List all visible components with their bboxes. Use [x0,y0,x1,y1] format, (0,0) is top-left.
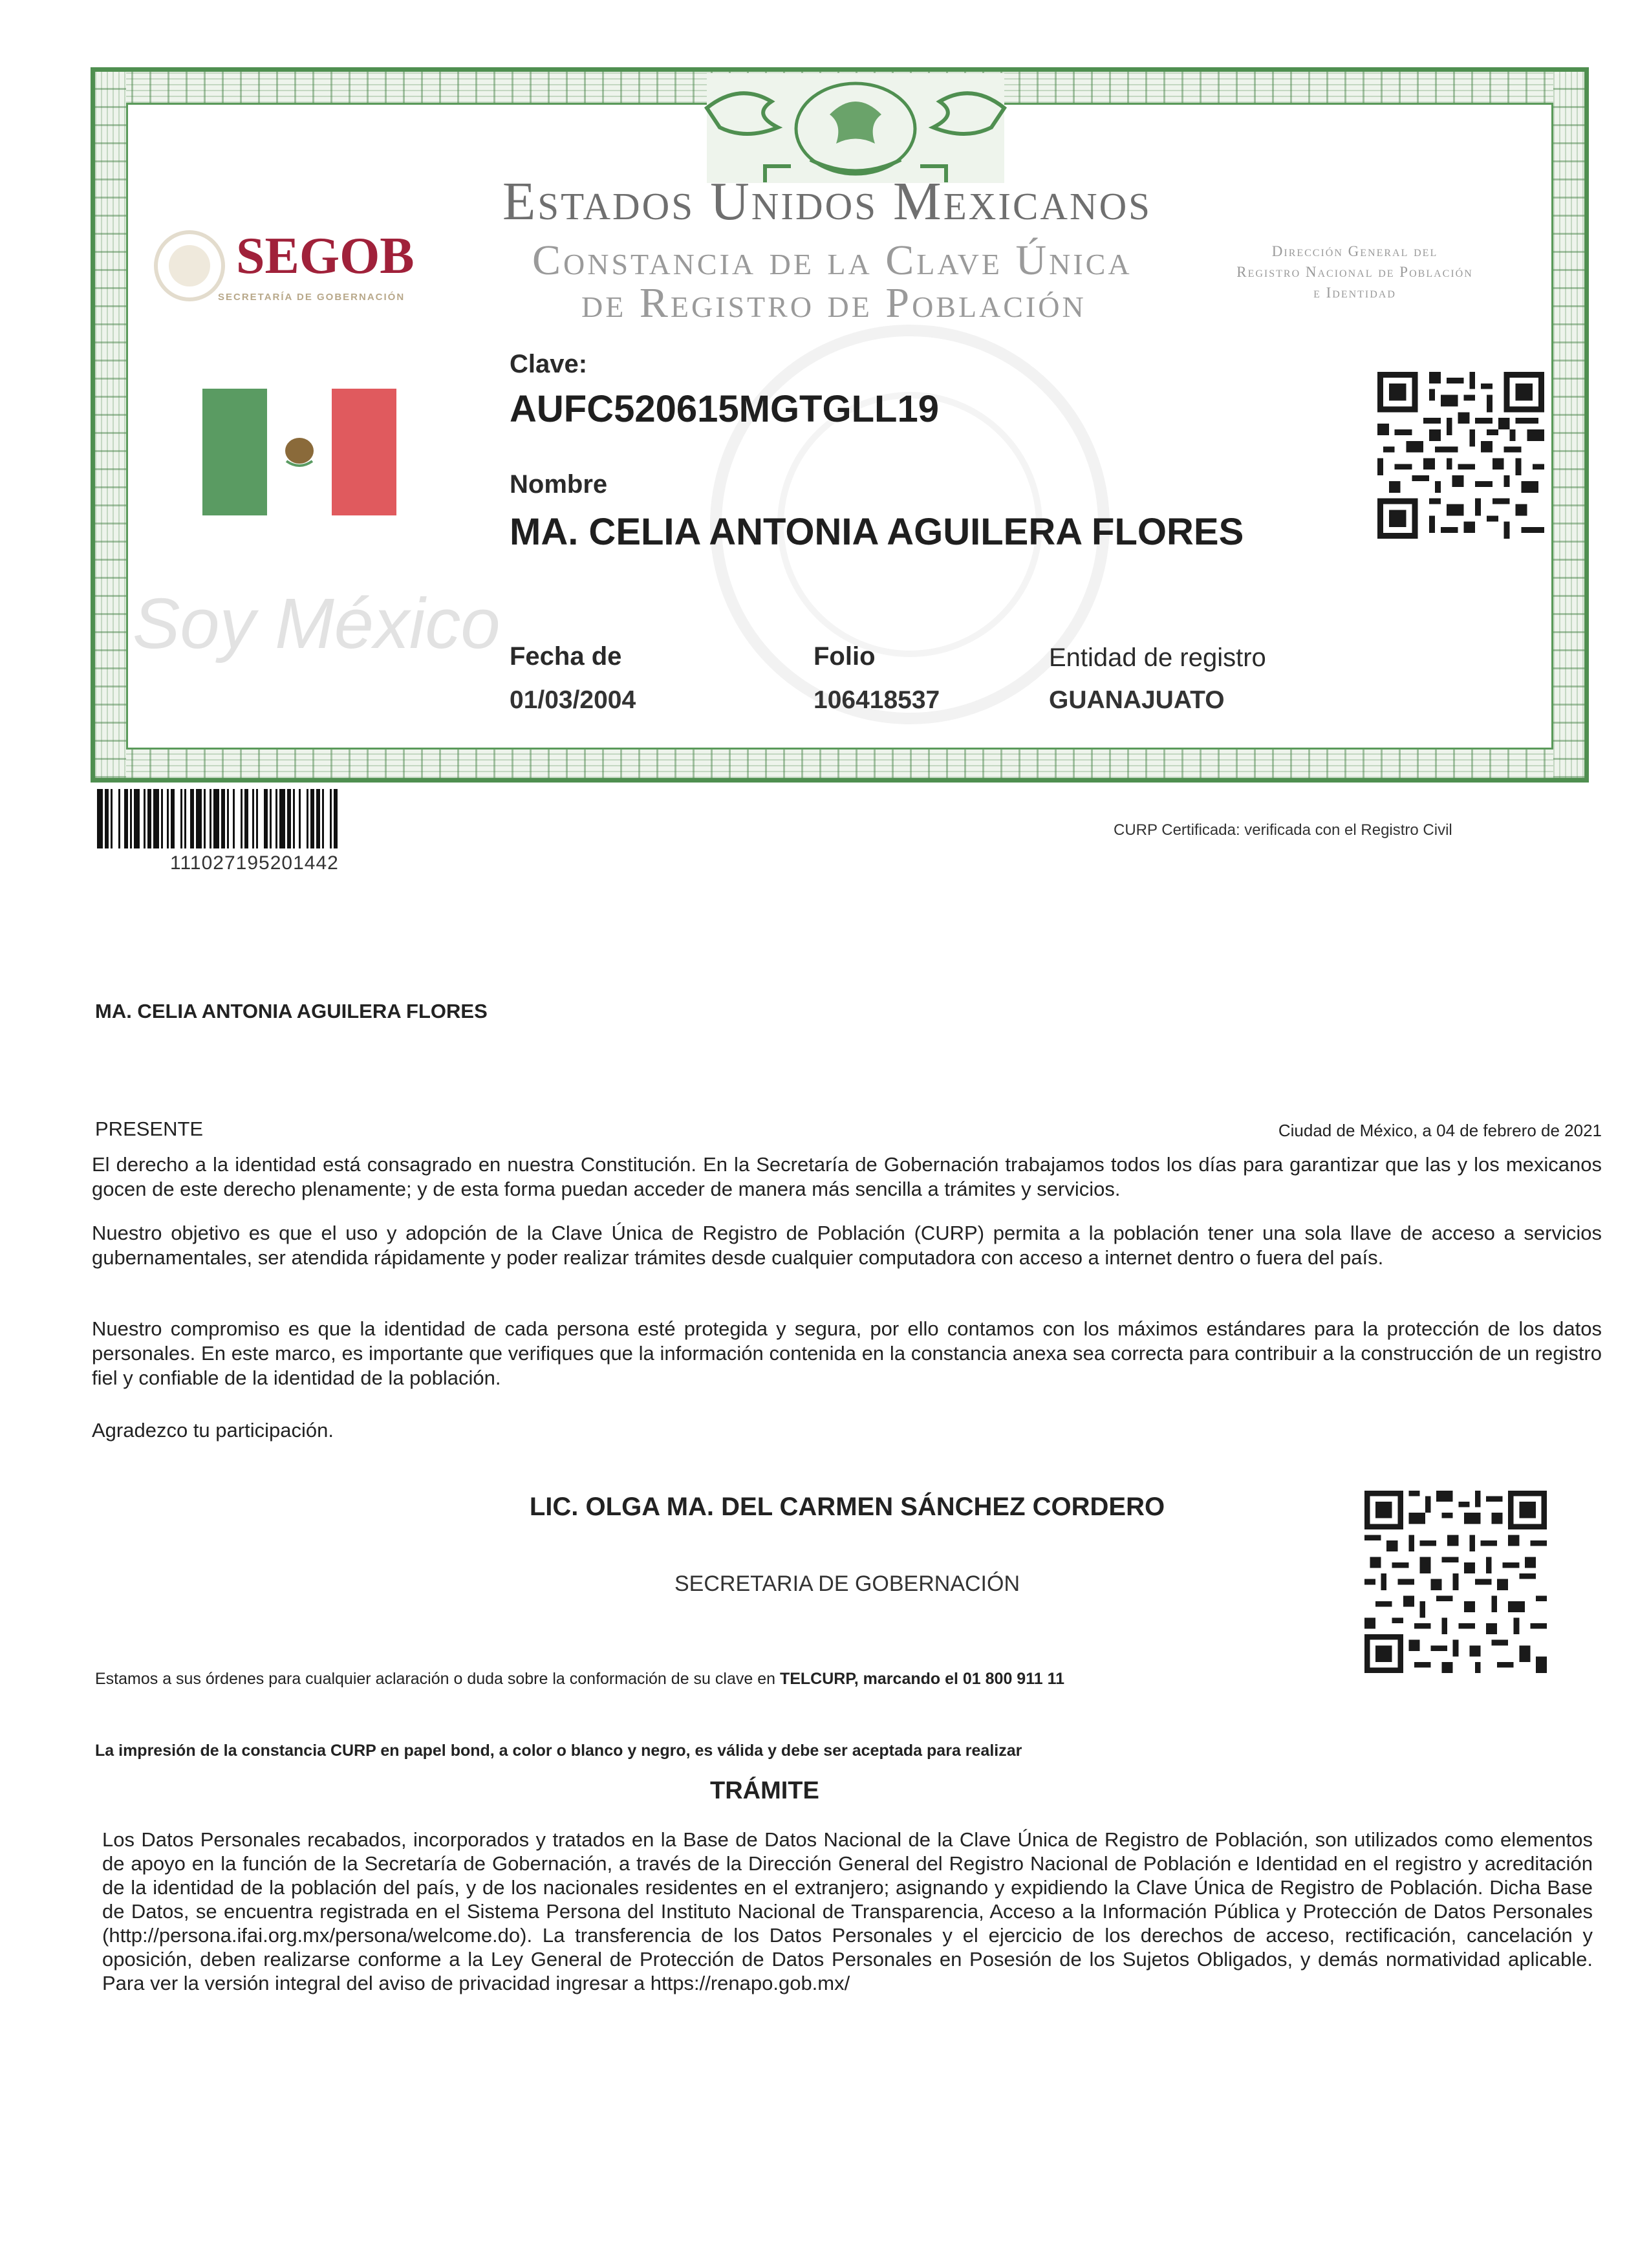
qr-code-certificate [1377,372,1544,539]
segob-logo-subtitle: SECRETARÍA DE GOBERNACIÓN [218,292,405,303]
segob-logo-text: SEGOB [236,228,415,285]
soy-mexico-watermark: Soy México [133,584,501,664]
letter-paragraph-2: Nuestro objetivo es que el uso y adopción de la Clave Única de Registro de Población (CURP) permita a la población tener una sola llave de acceso a servicios gubernamentales, ser atendida rápidamente y poder realizar trámites desde cualquier computadora con acceso a internet dentro o fuera del país. [92,1222,1602,1269]
direccion-line1: Dirección General del [1271,243,1438,259]
segob-emblem-icon [151,227,228,305]
signer-title: SECRETARIA DE GOBERNACIÓN [674,1571,1020,1596]
clave-value: AUFC520615MGTGLL19 [510,388,939,430]
direccion-general-text [1187,241,1523,303]
place-date: Ciudad de México, a 04 de febrero de 2021 [1278,1121,1602,1140]
title-constancia-line1: Constancia de la Clave Única [532,237,1132,284]
telcurp-text: Estamos a sus órdenes para cualquier aclaración o duda sobre la conformación de su clave en [95,1670,780,1688]
impresion-note: La impresión de la constancia CURP en papel bond, a color o blanco y negro, es válida y debe ser aceptada para realizar [95,1742,1022,1760]
entidad-label: Entidad de registro [1049,643,1266,672]
barcode-number: 111027195201442 [170,852,339,874]
fecha-value: 01/03/2004 [510,686,636,714]
signer-name: LIC. OLGA MA. DEL CARMEN SÁNCHEZ CORDERO [529,1493,1165,1521]
privacy-notice: Los Datos Personales recabados, incorporados y tratados en la Base de Datos Nacional de la Clave Única de Registro de Población, son utilizados como elementos de apoyo en la función de la Secretaría de Gobernación, a través de la Dirección General del Registro Nacional de Población e Identidad en el registro y acreditación de la identidad de la población del país, y de los nacionales residentes en el extranjero; asignando y expidiendo la Clave Única de Registro de Población. Dicha Base de Datos, se encuentra registrada en el Sistema Persona del Instituto Nacional de Transparencia, Acceso a la Información Pública y Protección de Datos Personales (http://persona.ifai.org.mx/persona/welcome.do). La transferencia de los Datos Personales y el ejercicio de los derechos de acceso, rectificación, cancelación y oposición, deben realizarse conforme a la Ley General de Protección de Datos Personales en Posesión de los Sujetos Obligados, y demás normatividad aplicable. Para ver la versión integral del aviso de privacidad ingresar a https://renapo.gob.mx/ [102,1828,1593,1994]
nombre-value: MA. CELIA ANTONIA AGUILERA FLORES [510,511,1244,553]
curp-certificate [91,67,1589,783]
thanks-text: Agradezco tu participación. [92,1419,334,1442]
title-estados-unidos-mexicanos: Estados Unidos Mexicanos [502,171,1152,232]
mexican-flag-icon [202,389,396,515]
nombre-label: Nombre [510,470,608,499]
telcurp-line [95,1670,1064,1689]
border-guilloche-right [1553,72,1584,778]
border-guilloche-bottom [95,750,1584,778]
direccion-line2: Registro Nacional de Población [1236,264,1473,280]
barcode-graphic [97,789,414,848]
folio-value: 106418537 [814,686,940,714]
title-constancia-line2: de Registro de Población [581,279,1086,327]
border-guilloche-left [95,72,126,778]
letter-paragraph-3: Nuestro compromiso es que la identidad de cada persona esté protegida y segura, por ello contamos con los máximos estándares para la protección de los datos personales. En este marco, es importante que verifiques que la información contenida en la constancia anexa sea correcta para contribuir a la construcción de un registro fiel y confiable de la identidad de la población. [92,1317,1602,1389]
telcurp-number: TELCURP, marcando el 01 800 911 11 [779,1670,1065,1688]
curp-certified-note: CURP Certificada: verificada con el Registro Civil [1114,821,1452,839]
recipient-name: MA. CELIA ANTONIA AGUILERA FLORES [95,1000,488,1022]
clave-label: Clave: [510,350,588,378]
direccion-line3: e Identidad [1313,285,1396,301]
entidad-value: GUANAJUATO [1049,686,1225,714]
tramite-text: TRÁMITE [710,1777,819,1804]
fecha-label: Fecha de [510,642,622,671]
folio-label: Folio [814,642,876,671]
presente-text: PRESENTE [95,1118,204,1140]
qr-code-letter [1364,1491,1547,1673]
letter-paragraph-1: El derecho a la identidad está consagrado en nuestra Constitución. En la Secretaría de Gobernación trabajamos todos los días para garantizar que las y los mexicanos gocen de este derecho plenamente; y de esta forma puedan acceder de manera más sencilla a trámites y servicios. [92,1153,1602,1200]
